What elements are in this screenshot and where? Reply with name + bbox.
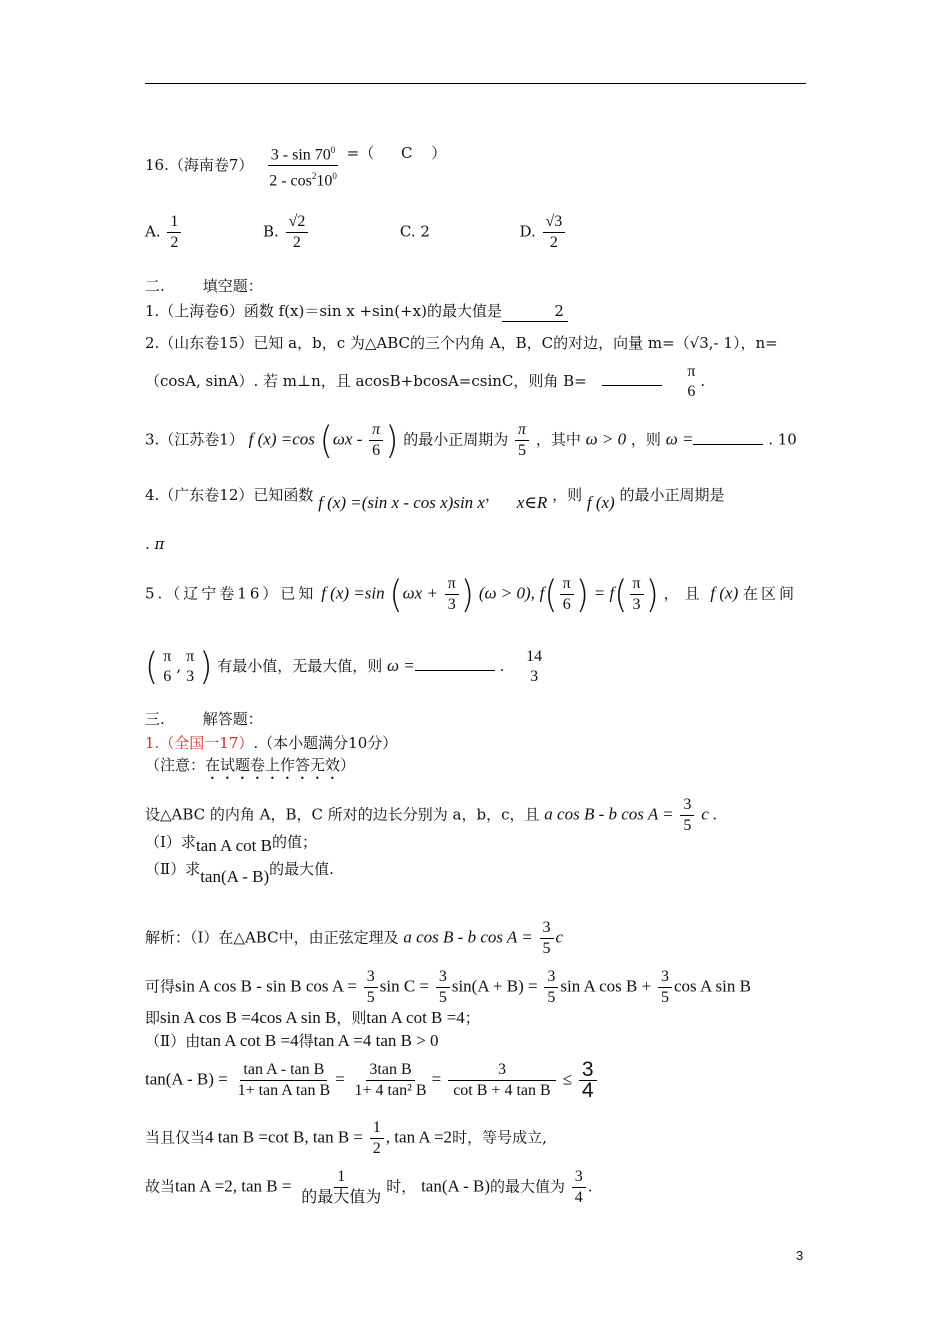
solve-1-note: （注意：在试题卷上作答无效） xyxy=(145,756,356,774)
solution-line6: 当且仅当4 tan B =cot B, tan B = $\frac{1}{2}$ , tan A =2时，等号成立, xyxy=(145,1119,547,1157)
solve-1-part1: （Ⅰ）求tan A cot B的值； xyxy=(145,833,317,855)
fill-1-answer: 2 xyxy=(502,301,568,322)
solution-line2: 可得sin A cos B - sin B cos A = $\frac{3}{5}$ sin C = $\frac{3}{5}$ sin(A + B) = $\frac{3}{5}$ sin A cos B + $\frac{3}{5}$ cos A sin B xyxy=(145,968,751,1006)
fill-2-line1: 2.（山东卷15）已知 a，b，c 为△ABC的三个内角 A，B，C的对边，向量 m=（√3,- 1），n= xyxy=(145,334,778,352)
option-b: B. xyxy=(262,222,279,241)
fill-4: 4.（广东卷12）已知函数 f (x) =(sin x - cos x)sin x， x∈R ，则 f (x) 的最小正周期是 xyxy=(145,486,725,512)
option-c: C. 2 xyxy=(399,222,430,241)
fill-5-line1: 5.（辽宁卷16）已知 f (x) =sin (ωx + $\frac{\pi}{3}$ ) (ω > 0), f( $\frac{\pi}{6}$ ) = f( $\frac{\pi}{3}$ ) ，且 f (x) 在区间 xyxy=(145,572,798,617)
fill-3: 3.（江苏卷1） f (x) =cos (ωx - $\frac{\pi}{6}$ ) 的最小正周期为 $\frac{\pi}{5}$ ，其中 ω > 0 ，则 ω = . 10 xyxy=(145,418,797,463)
q16-options: A. $\frac{1}{2}$ B. $\frac{√2}{2}$ C. 2 D. $\frac{√3}{2}$ xyxy=(145,212,567,253)
fill-5-line2: ( π 6 , π 3 ) 有最小值，无最大值，则 ω = . 14 3 xyxy=(145,647,547,687)
option-a: A. xyxy=(145,222,161,241)
q16-line: 16.（海南卷7） $\frac{3 - \sin 70^0}{2 - \cos^210^0}$ =（ C ） xyxy=(145,140,446,192)
header-rule xyxy=(145,83,806,84)
solution-line5: tan(A - B) = $\frac{\text{tan A - tan B}}{\text{1+ tan A tan B}}$ = $\frac{\text{3tan B}}{\text{1+ 4 tan² B}}$ = $\frac{3}{\text{cot B + 4 tan B}}$ ≤ $\frac{3}{4}$ xyxy=(145,1060,599,1101)
solution-line7: 故当tan A =2, tan B = 1 的最大值为 时， tan(A - B)的最大值为 $\frac{3}{4}$ . xyxy=(145,1168,593,1206)
page-number: 3 xyxy=(796,1248,804,1263)
fill-3-answer: . 10 xyxy=(768,430,797,449)
fill-2-answer: π 6 xyxy=(687,363,696,400)
fill-4-answer: . π xyxy=(145,535,165,553)
solve-1-part2: （Ⅱ）求tan(A - B)的最大值. xyxy=(145,860,334,886)
q16-fraction: $\frac{3 - \sin 70^0}{2 - \cos^210^0}$ xyxy=(266,140,340,192)
fill-2-line2: （cosA, sinA）. 若 m⊥n，且 acosB+bcosA=csinC，则角 B= π 6 . xyxy=(145,363,706,400)
fill-2-blank xyxy=(602,385,662,386)
section-2-heading: 二. 填空题： xyxy=(145,277,263,295)
solve-1-heading: 1.（全国一17）.（本小题满分10分） xyxy=(145,734,398,752)
section-3-heading: 三. 解答题： xyxy=(145,710,263,728)
solution-line4: （Ⅱ）由tan A cot B =4得tan A =4 tan B > 0 xyxy=(145,1031,439,1050)
solve-1-given: 设△ABC 的内角 A，B，C 所对的边长分别为 a，b，c，且 a cos B - b cos A = $\frac{3}{5}$ c . xyxy=(145,796,718,834)
solution-line3: 即sin A cos B =4cos A sin B，则tan A cot B =4； xyxy=(145,1008,480,1027)
fill-1: 1.（上海卷6）函数 f(x)＝sin x +sin(+x)的最大值是 2 xyxy=(145,301,568,322)
q16-label: 16.（海南卷7） xyxy=(145,155,254,174)
option-d: D. xyxy=(519,222,536,241)
solution-line1: 解析：（Ⅰ）在△ABC中，由正弦定理及 a cos B - b cos A = $\frac{3}{5}$ c xyxy=(145,919,564,957)
q16-answer: C xyxy=(400,143,413,162)
fill-5-answer: 14 3 xyxy=(526,648,543,685)
